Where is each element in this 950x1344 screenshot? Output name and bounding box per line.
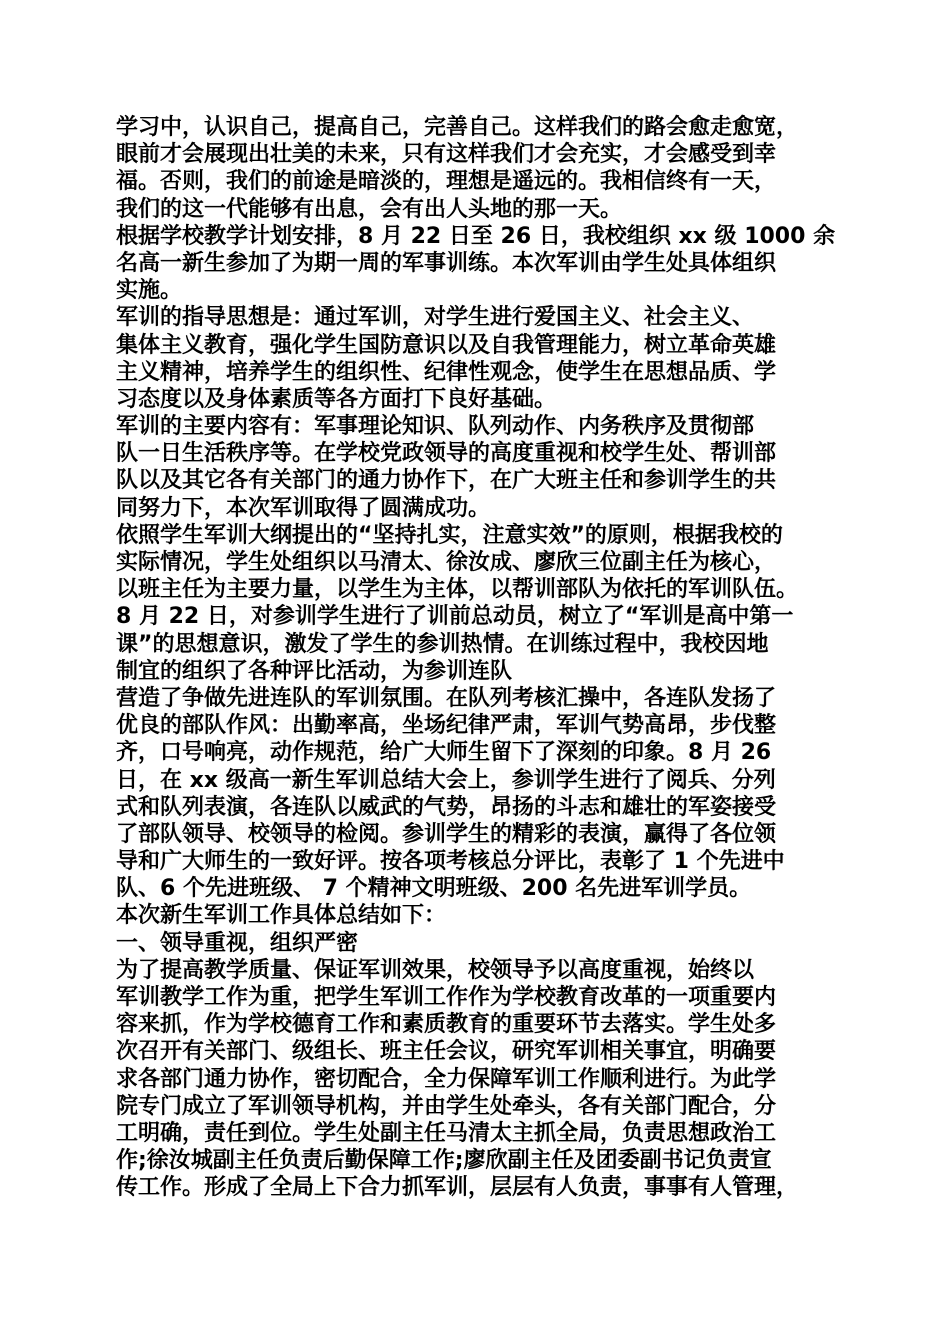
- text-line: 导和广大师生的一致好评。按各项考核总分评比，表彰了 1 个先进中: [116, 849, 785, 875]
- text-line: 求各部门通力协作，密切配合，全力保障军训工作顺利进行。为此学: [116, 1066, 777, 1092]
- text-line: 了部队领导、校领导的检阅。参训学生的精彩的表演，赢得了各位领: [116, 821, 777, 847]
- text-line: 队、6 个先进班级、 7 个精神文明班级、200 名先进军训学员。: [116, 876, 752, 902]
- text-line: 一、领导重视，组织严密: [116, 930, 359, 956]
- text-line: 优良的部队作风：出勤率高，坐场纪律严肃，军训气势高昂，步伐整: [116, 713, 777, 739]
- text-line: 眼前才会展现出壮美的未来，只有这样我们才会充实，才会感受到幸: [116, 142, 777, 168]
- text-line: 集体主义教育，强化学生国防意识以及自我管理能力，树立革命英雄: [116, 332, 777, 358]
- text-line: 学习中，认识自己，提高自己，完善自己。这样我们的路会愈走愈宽，: [116, 115, 799, 140]
- text-line: 课”的思想意识，激发了学生的参训热情。在训练过程中，我校因地: [116, 631, 769, 657]
- text-line: 为了提高教学质量、保证军训效果，校领导予以高度重视，始终以: [116, 957, 755, 983]
- text-line: 我们的这一代能够有出息，会有出人头地的那一天。: [116, 196, 623, 222]
- text-line: 作;徐汝城副主任负责后勤保障工作;廖欣副主任及团委副书记负责宣: [116, 1148, 772, 1174]
- text-line: 日，在 xx 级高一新生军训总结大会上，参训学生进行了阅兵、分列: [116, 767, 776, 793]
- text-line: 依照学生军训大纲提出的“坚持扎实，注意实效”的原则，根据我校的: [116, 522, 783, 548]
- text-line: 传工作。形成了全局上下合力抓军训，层层有人负责，事事有人管理，: [116, 1175, 799, 1201]
- text-line: 福。否则，我们的前途是暗淡的，理想是遥远的。我相信终有一天，: [116, 169, 777, 195]
- text-line: 军训教学工作为重，把学生军训工作作为学校教育改革的一项重要内: [116, 985, 777, 1010]
- text-line: 工明确，责任到位。学生处副主任马清太主抓全局，负责思想政治工: [116, 1120, 777, 1146]
- text-line: 根据学校教学计划安排，8 月 22 日至 26 日，我校组织 xx 级 1000 余: [116, 223, 836, 249]
- text-line: 8 月 22 日，对参训学生进行了训前总动员，树立了“军训是高中第一: [116, 604, 794, 630]
- text-line: 营造了争做先进连队的军训氛围。在队列考核汇操中，各连队发扬了: [116, 685, 777, 711]
- text-line: 军训的主要内容有：军事理论知识、队列动作、内务秩序及贯彻部: [116, 414, 755, 440]
- text-line: 主义精神，培养学生的组织性、纪律性观念，使学生在思想品质、学: [116, 359, 777, 385]
- text-line: 式和队列表演，各连队以威武的气势，昂扬的斗志和雄壮的军姿接受: [116, 794, 777, 820]
- text-line: 同努力下，本次军训取得了圆满成功。: [116, 495, 491, 521]
- text-line: 院专门成立了军训领导机构，并由学生处牵头，各有关部门配合，分: [116, 1093, 777, 1119]
- text-line: 习态度以及身体素质等各方面打下良好基础。: [116, 386, 557, 412]
- text-line: 本次新生军训工作具体总结如下：: [116, 903, 447, 929]
- text-line: 队一日生活秩序等。在学校党政领导的高度重视和校学生处、帮训部: [116, 441, 777, 467]
- text-line: 以班主任为主要力量，以学生为主体，以帮训部队为依托的军训队伍。: [116, 577, 799, 603]
- text-line: 军训的指导思想是：通过军训，对学生进行爱国主义、社会主义、: [116, 305, 755, 331]
- text-line: 队以及其它各有关部门的通力协作下，在广大班主任和参训学生的共: [116, 468, 777, 494]
- text-line: 实施。: [116, 278, 183, 304]
- text-line: 齐，口号响亮，动作规范，给广大师生留下了深刻的印象。8 月 26: [116, 740, 772, 766]
- text-line: 名高一新生参加了为期一周的军事训练。本次军训由学生处具体组织: [116, 250, 777, 276]
- document-body: [116, 114, 842, 1202]
- text-line: 次召开有关部门、级组长、班主任会议，研究军训相关事宜，明确要: [116, 1039, 777, 1065]
- text-line: 实际情况，学生处组织以马清太、徐汝成、廖欣三位副主任为核心，: [116, 550, 777, 575]
- text-line: 容来抓，作为学校德育工作和素质教育的重要环节去落实。学生处多: [116, 1012, 777, 1038]
- text-line: 制宜的组织了各种评比活动，为参训连队: [116, 658, 513, 684]
